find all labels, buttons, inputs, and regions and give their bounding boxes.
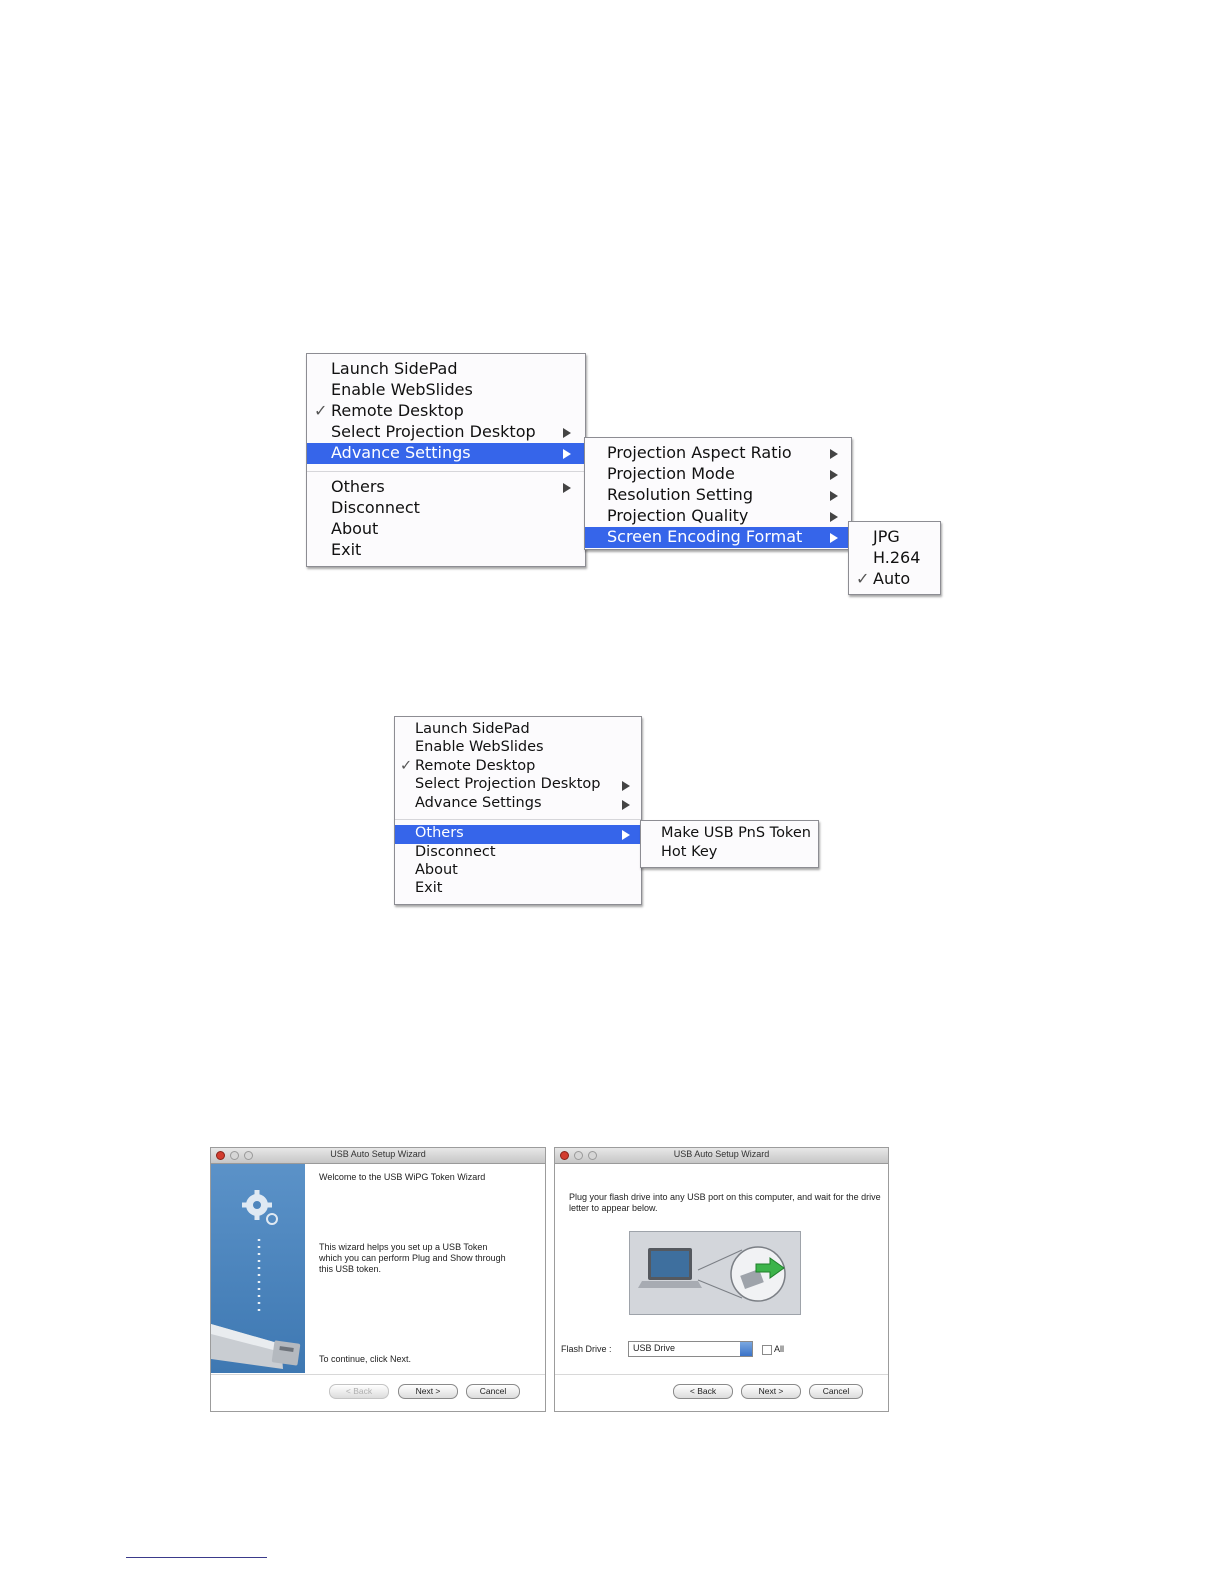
menu-item-label: Enable WebSlides <box>331 380 473 399</box>
menu-item-label: Projection Aspect Ratio <box>607 443 792 462</box>
submenu-arrow-icon <box>563 483 571 493</box>
menu-item-label: Others <box>415 825 464 841</box>
menu-item-remote-desktop[interactable] <box>395 758 641 777</box>
continue-instruction: To continue, click Next. <box>319 1354 412 1364</box>
menu-item-label: Disconnect <box>331 498 420 517</box>
menu-item-projection-aspect-ratio[interactable] <box>585 443 851 464</box>
menu-item-advance-settings[interactable] <box>395 795 641 814</box>
cancel-button[interactable]: Cancel <box>809 1384 863 1399</box>
wizard-window-plug-drive <box>554 1147 889 1412</box>
all-checkbox-label: All <box>774 1344 785 1354</box>
advance-settings-submenu <box>584 437 852 550</box>
wizard-description: This wizard helps you set up a USB Token which you can perform Plug and Show through this USB token. <box>319 1242 506 1274</box>
submenu-arrow-icon <box>622 830 630 840</box>
cancel-button[interactable]: Cancel <box>466 1384 520 1399</box>
menu-item-label: Projection Mode <box>607 464 735 483</box>
welcome-heading: Welcome to the USB WiPG Token Wizard <box>319 1172 486 1182</box>
menu-item-launch-sidepad[interactable] <box>307 359 585 380</box>
menu-item-others[interactable] <box>395 825 641 844</box>
menu-item-enable-webslides[interactable] <box>307 380 585 401</box>
plug-illustration <box>629 1231 801 1315</box>
footnote-rule <box>126 1557 267 1558</box>
wizard-window-welcome <box>210 1147 546 1412</box>
menu-item-select-projection-desktop[interactable] <box>307 422 585 443</box>
menu-item-label: Launch SidePad <box>331 359 458 378</box>
menu-item-exit[interactable] <box>395 880 641 899</box>
menu-item-auto[interactable] <box>849 569 940 590</box>
submenu-arrow-icon <box>563 449 571 459</box>
menu-item-projection-quality[interactable] <box>585 506 851 527</box>
title-bar <box>211 1148 545 1164</box>
menu-item-label: Auto <box>873 569 911 588</box>
all-checkbox[interactable] <box>762 1345 772 1355</box>
menu-item-label: About <box>415 862 458 878</box>
menu-separator <box>307 471 585 472</box>
window-title: USB Auto Setup Wizard <box>673 1149 770 1159</box>
menu-item-label: Advance Settings <box>331 443 471 462</box>
menu-item-label: Exit <box>331 540 362 559</box>
menu-item-launch-sidepad[interactable] <box>395 721 641 740</box>
menu-item-label: Remote Desktop <box>331 401 464 420</box>
checkmark-icon: ✓ <box>856 569 870 588</box>
menu-item-label: Remote Desktop <box>415 758 536 774</box>
menu-item-about[interactable] <box>395 862 641 881</box>
menu-item-advance-settings[interactable] <box>307 443 585 464</box>
next-button[interactable]: Next > <box>741 1384 801 1399</box>
menu-item-label: Launch SidePad <box>415 721 530 737</box>
menu-item-label: JPG <box>873 527 900 546</box>
context-menu-2 <box>394 716 642 905</box>
menu-item-resolution-setting[interactable] <box>585 485 851 506</box>
menu-item-disconnect[interactable] <box>395 844 641 863</box>
submenu-arrow-icon <box>830 470 838 480</box>
title-bar <box>555 1148 888 1164</box>
window-title: USB Auto Setup Wizard <box>330 1149 426 1159</box>
menu-item-projection-mode[interactable] <box>585 464 851 485</box>
back-button[interactable]: < Back <box>329 1384 389 1399</box>
menu-item-label: Exit <box>415 880 443 896</box>
menu-item-label: Select Projection Desktop <box>331 422 536 441</box>
flash-drive-select[interactable] <box>628 1341 753 1357</box>
flash-drive-value: USB Drive <box>633 1343 676 1353</box>
next-button[interactable]: Next > <box>398 1384 458 1399</box>
submenu-arrow-icon <box>622 781 630 791</box>
flash-drive-label: Flash Drive : <box>561 1344 612 1354</box>
menu-item-label: Others <box>331 477 385 496</box>
submenu-arrow-icon <box>830 533 838 543</box>
menu-separator <box>395 819 641 820</box>
menu-item-label: Disconnect <box>415 844 496 860</box>
menu-item-h264[interactable] <box>849 548 940 569</box>
submenu-arrow-icon <box>563 428 571 438</box>
menu-item-jpg[interactable] <box>849 527 940 548</box>
menu-item-screen-encoding-format[interactable] <box>585 527 851 548</box>
footer-divider <box>555 1374 888 1375</box>
usb-drive-icon <box>211 1164 305 1373</box>
menu-item-label: Screen Encoding Format <box>607 527 803 546</box>
menu-item-make-usb-pns-token[interactable] <box>641 825 818 844</box>
menu-item-label: Select Projection Desktop <box>415 776 601 792</box>
back-button[interactable]: < Back <box>673 1384 733 1399</box>
menu-item-label: Make USB PnS Token <box>661 825 811 841</box>
laptop-usb-illustration <box>630 1232 800 1314</box>
menu-item-about[interactable] <box>307 519 585 540</box>
menu-item-select-projection-desktop[interactable] <box>395 776 641 795</box>
menu-item-label: About <box>331 519 379 538</box>
menu-item-label: Enable WebSlides <box>415 739 544 755</box>
menu-item-disconnect[interactable] <box>307 498 585 519</box>
menu-item-label: Hot Key <box>661 844 718 860</box>
menu-item-label: Resolution Setting <box>607 485 753 504</box>
menu-item-remote-desktop[interactable] <box>307 401 585 422</box>
context-menu-1 <box>306 353 586 567</box>
footer-divider <box>211 1374 545 1375</box>
submenu-arrow-icon <box>830 449 838 459</box>
menu-item-enable-webslides[interactable] <box>395 739 641 758</box>
submenu-arrow-icon <box>830 512 838 522</box>
menu-item-label: H.264 <box>873 548 921 567</box>
checkmark-icon: ✓ <box>314 401 328 420</box>
screen-encoding-submenu <box>848 521 941 595</box>
menu-item-label: Projection Quality <box>607 506 749 525</box>
others-submenu <box>640 820 819 868</box>
plug-instructions: Plug your flash drive into any USB port on this computer, and wait for the drive letter to appear below. <box>569 1192 881 1213</box>
submenu-arrow-icon <box>830 491 838 501</box>
submenu-arrow-icon <box>622 800 630 810</box>
laptop-icon <box>638 1248 702 1288</box>
dropdown-arrow-icon[interactable] <box>740 1342 752 1356</box>
wizard-sidebar <box>211 1164 305 1373</box>
menu-item-exit[interactable] <box>307 540 585 561</box>
checkmark-icon: ✓ <box>400 758 413 774</box>
menu-item-hot-key[interactable] <box>641 844 818 863</box>
menu-item-label: Advance Settings <box>415 795 542 811</box>
menu-item-others[interactable] <box>307 477 585 498</box>
